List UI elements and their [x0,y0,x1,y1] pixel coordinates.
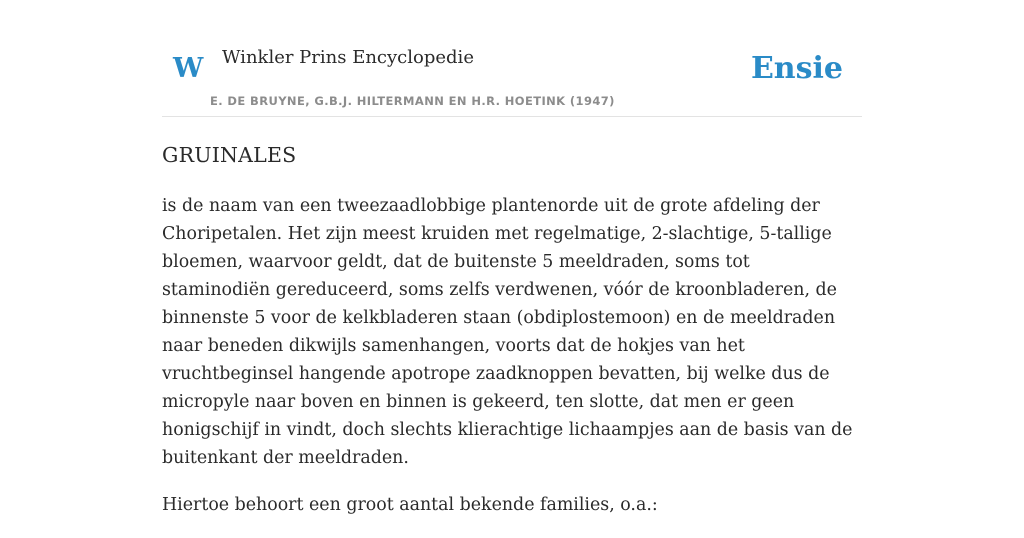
ensie-logo-link[interactable]: Ensie [750,51,843,86]
entry-paragraph: is de naam van een tweezaadlobbige plantenorde uit de grote afdeling der Choripetalen. Het zijn meest kruiden met regelmatige, 2-slachtige, 5-tallige bloemen, waarvoor geldt, dat de buitenste 5 meeldraden, soms tot staminodiën gereduceerd, soms zelfs verdwenen, vóór de kroonbladeren, de binnenste 5 voor de kelkbladeren staan (obdiplostemoon) en de meeldraden naar beneden dikwijls samenhangen, voorts dat de hokjes van het vruchtbeginsel hangende apotrope zaadknoppen bevatten, bij welke dus de micropyle naar boven en binnen is gekeerd, ten slotte, dat men er geen honigschijf in vindt, doch slechts klierachtige lichaampjes aan de basis van de buitenkant der meeldraden. [162,196,853,468]
entry-body [162,192,862,538]
entry-title: GRUINALES [162,143,297,167]
source-authors: E. DE BRUYNE, G.B.J. HILTERMANN EN H.R. HOETINK (1947) [210,94,615,108]
entry-paragraph: Hiertoe behoort een groot aantal bekende families, o.a.: [162,495,658,515]
source-title[interactable]: Winkler Prins Encyclopedie [222,47,474,68]
winkler-prins-logo[interactable]: W [173,53,204,84]
source-header [162,0,862,117]
page [162,0,862,515]
